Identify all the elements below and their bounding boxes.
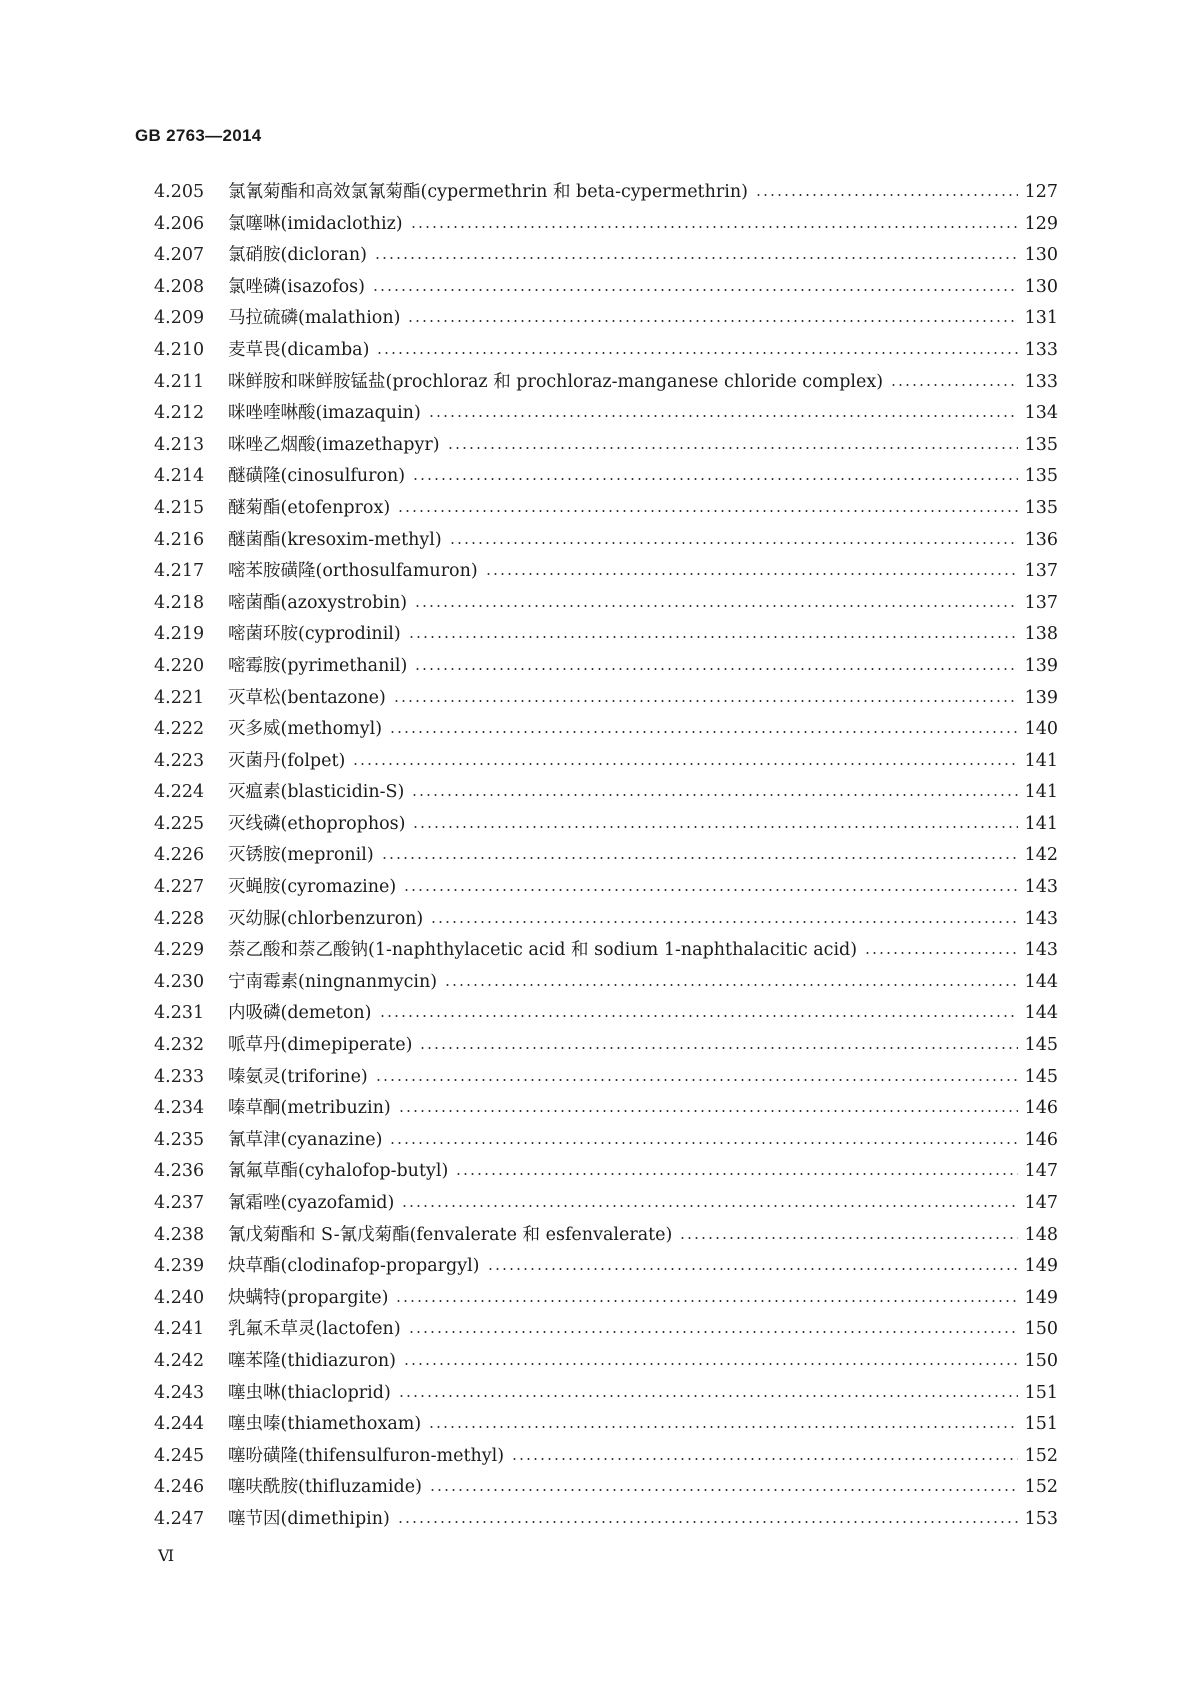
- toc-entry-title: 氯唑磷(isazofos): [228, 276, 365, 297]
- dot-leader: [511, 1445, 1018, 1461]
- toc-entry-page: 140: [1024, 719, 1058, 740]
- document-number: GB 2763—2014: [135, 126, 262, 145]
- toc-entry-title: 灭瘟素(blasticidin-S): [228, 782, 405, 803]
- dot-leader: [429, 1477, 1018, 1493]
- toc-entry-title: 嗪氨灵(triforine): [228, 1066, 368, 1087]
- toc-entry-page: 149: [1024, 1287, 1058, 1308]
- toc-entry-page: 139: [1024, 655, 1058, 676]
- toc-entry-title: 氰草津(cyanazine): [228, 1129, 383, 1150]
- toc-entry-number: 4.209: [154, 308, 205, 329]
- toc-entry-number: 4.207: [154, 245, 205, 266]
- toc-entry[interactable]: [154, 178, 1058, 210]
- toc-entry-number: 4.218: [154, 592, 205, 613]
- toc-entry-number: 4.230: [154, 971, 205, 992]
- dot-leader: [397, 1508, 1018, 1524]
- toc-entry-title: 醚菌酯(kresoxim-methyl): [228, 529, 442, 550]
- toc-entry-number: 4.231: [154, 1003, 205, 1024]
- toc-entry[interactable]: [154, 1473, 1058, 1505]
- toc-entry[interactable]: [154, 1315, 1058, 1347]
- toc-entry-page: 152: [1024, 1445, 1058, 1466]
- toc-entry[interactable]: [154, 1221, 1058, 1253]
- dot-leader: [447, 434, 1018, 450]
- toc-entry-page: 137: [1024, 561, 1058, 582]
- dot-leader: [410, 213, 1018, 229]
- toc-entry-number: 4.222: [154, 719, 205, 740]
- toc-entry[interactable]: [154, 841, 1058, 873]
- toc-entry-page: 143: [1024, 908, 1058, 929]
- toc-entry[interactable]: [154, 747, 1058, 779]
- toc-entry-number: 4.237: [154, 1193, 205, 1213]
- toc-entry-page: 145: [1024, 1066, 1058, 1087]
- toc-entry-page: 139: [1024, 687, 1058, 708]
- dot-leader: [430, 908, 1017, 924]
- toc-entry-page: 137: [1024, 592, 1058, 613]
- toc-entry[interactable]: [154, 431, 1058, 463]
- toc-entry[interactable]: [154, 684, 1058, 716]
- toc-entry-page: 143: [1024, 940, 1058, 961]
- toc-entry[interactable]: [154, 1379, 1058, 1411]
- toc-entry-page: 143: [1024, 877, 1058, 898]
- toc-entry[interactable]: [154, 241, 1058, 273]
- toc-entry-page: 135: [1024, 497, 1058, 518]
- toc-entry[interactable]: [154, 1031, 1058, 1063]
- toc-entry-page: 150: [1024, 1319, 1058, 1340]
- toc-entry[interactable]: [154, 1252, 1058, 1284]
- dot-leader: [403, 876, 1017, 892]
- toc-entry-page: 146: [1024, 1129, 1058, 1150]
- toc-entry-page: 149: [1024, 1256, 1058, 1277]
- toc-entry-page: 131: [1024, 308, 1058, 329]
- toc-entry-page: 133: [1024, 339, 1058, 360]
- toc-entry[interactable]: [154, 1157, 1058, 1189]
- toc-entry-page: 141: [1024, 813, 1058, 834]
- table-of-contents: [154, 178, 1058, 1537]
- toc-entry-page: 141: [1024, 750, 1058, 771]
- toc-entry-page: 134: [1024, 403, 1058, 424]
- toc-entry-number: 4.205: [154, 182, 205, 202]
- toc-entry-number: 4.241: [154, 1319, 205, 1340]
- toc-entry[interactable]: [154, 810, 1058, 842]
- toc-entry[interactable]: [154, 1063, 1058, 1095]
- toc-entry-number: 4.246: [154, 1477, 205, 1498]
- toc-entry-number: 4.220: [154, 655, 205, 676]
- toc-entry[interactable]: [154, 589, 1058, 621]
- toc-entry[interactable]: [154, 368, 1058, 400]
- dot-leader: [381, 845, 1018, 861]
- toc-entry-title: 氰霜唑(cyazofamid): [228, 1193, 395, 1213]
- dot-leader: [455, 1161, 1017, 1177]
- toc-entry-page: 151: [1024, 1414, 1058, 1435]
- dot-leader: [407, 308, 1017, 324]
- toc-entry-title: 哌草丹(dimepiperate): [228, 1035, 413, 1056]
- toc-entry-number: 4.208: [154, 276, 205, 297]
- toc-entry-number: 4.247: [154, 1508, 205, 1529]
- toc-entry-number: 4.240: [154, 1287, 205, 1308]
- toc-entry[interactable]: [154, 557, 1058, 589]
- toc-entry-title: 噻虫嗪(thiamethoxam): [228, 1414, 422, 1435]
- dot-leader: [414, 592, 1018, 608]
- toc-entry-number: 4.232: [154, 1035, 205, 1056]
- toc-entry-title: 咪唑喹啉酸(imazaquin): [228, 403, 421, 424]
- toc-entry-page: 130: [1024, 245, 1058, 266]
- dot-leader: [755, 181, 1018, 197]
- toc-entry-title: 嗪草酮(metribuzin): [228, 1098, 391, 1119]
- toc-entry-number: 4.210: [154, 339, 205, 360]
- toc-entry-title: 噻呋酰胺(thifluzamide): [228, 1477, 422, 1498]
- dot-leader: [419, 1034, 1017, 1050]
- toc-entry-page: 145: [1024, 1035, 1058, 1056]
- dot-leader: [412, 813, 1017, 829]
- toc-entry-title: 噻苯隆(thidiazuron): [228, 1350, 396, 1371]
- toc-entry-title: 氯噻啉(imidaclothiz): [228, 213, 403, 234]
- toc-entry-title: 噻吩磺隆(thifensulfuron-methyl): [228, 1445, 505, 1466]
- dot-leader: [376, 339, 1017, 355]
- toc-entry-title: 嘧菌环胺(cyprodinil): [228, 624, 401, 645]
- toc-entry-page: 136: [1024, 529, 1058, 550]
- toc-entry-page: 138: [1024, 624, 1058, 645]
- toc-entry-number: 4.225: [154, 813, 205, 834]
- toc-entry-number: 4.224: [154, 782, 205, 803]
- toc-entry-number: 4.234: [154, 1098, 205, 1119]
- toc-entry-page: 147: [1024, 1193, 1058, 1213]
- dot-leader: [389, 718, 1018, 734]
- dot-leader: [412, 466, 1017, 482]
- toc-entry-number: 4.212: [154, 403, 205, 424]
- toc-entry-title: 嘧菌酯(azoxystrobin): [228, 592, 408, 613]
- toc-entry[interactable]: [154, 1094, 1058, 1126]
- toc-entry-title: 氯硝胺(dicloran): [228, 245, 367, 266]
- toc-entry-title: 灭幼脲(chlorbenzuron): [228, 908, 424, 929]
- toc-entry[interactable]: [154, 210, 1058, 242]
- dot-leader: [449, 529, 1018, 545]
- toc-entry-title: 灭线磷(ethoprophos): [228, 813, 406, 834]
- toc-entry-title: 乳氟禾草灵(lactofen): [228, 1319, 401, 1340]
- dot-leader: [864, 940, 1018, 956]
- toc-entry[interactable]: [154, 494, 1058, 526]
- toc-entry-number: 4.227: [154, 877, 205, 898]
- toc-entry-page: 129: [1024, 213, 1058, 234]
- toc-entry-title: 内吸磷(demeton): [228, 1003, 372, 1024]
- toc-entry[interactable]: [154, 968, 1058, 1000]
- dot-leader: [393, 687, 1018, 703]
- dot-leader: [352, 750, 1017, 766]
- dot-leader: [403, 1350, 1018, 1366]
- toc-entry-title: 醚菊酯(etofenprox): [228, 497, 391, 518]
- toc-entry-title: 氰氟草酯(cyhalofop-butyl): [228, 1161, 449, 1182]
- toc-entry-page: 141: [1024, 782, 1058, 803]
- dot-leader: [428, 402, 1018, 418]
- dot-leader: [414, 655, 1017, 671]
- toc-entry-number: 4.215: [154, 497, 205, 518]
- toc-entry-title: 灭多威(methomyl): [228, 719, 383, 740]
- toc-entry[interactable]: [154, 778, 1058, 810]
- toc-entry-title: 灭蝇胺(cyromazine): [228, 877, 397, 898]
- dot-leader: [395, 1287, 1017, 1303]
- toc-entry[interactable]: [154, 873, 1058, 905]
- toc-entry-page: 152: [1024, 1477, 1058, 1498]
- toc-entry-number: 4.206: [154, 213, 205, 234]
- toc-entry-number: 4.221: [154, 687, 205, 708]
- dot-leader: [428, 1413, 1017, 1429]
- toc-entry-title: 氰戊菊酯和 S-氰戊菊酯(fenvalerate 和 esfenvalerate): [228, 1224, 673, 1245]
- dot-leader: [375, 1066, 1018, 1082]
- toc-entry[interactable]: [154, 304, 1058, 336]
- toc-entry-title: 宁南霉素(ningnanmycin): [228, 971, 438, 992]
- toc-entry-number: 4.223: [154, 750, 205, 771]
- toc-entry-number: 4.211: [154, 371, 205, 392]
- toc-entry-number: 4.244: [154, 1414, 205, 1435]
- toc-entry-page: 142: [1024, 845, 1058, 866]
- toc-entry-title: 咪唑乙烟酸(imazethapyr): [228, 434, 440, 455]
- toc-entry[interactable]: [154, 715, 1058, 747]
- toc-entry-title: 灭锈胺(mepronil): [228, 845, 374, 866]
- toc-entry-page: 144: [1024, 1003, 1058, 1024]
- toc-entry-title: 马拉硫磷(malathion): [228, 308, 401, 329]
- toc-entry-number: 4.242: [154, 1350, 205, 1371]
- toc-entry[interactable]: [154, 936, 1058, 968]
- toc-entry[interactable]: [154, 1189, 1058, 1221]
- dot-leader: [485, 560, 1018, 576]
- toc-entry[interactable]: [154, 273, 1058, 305]
- toc-entry[interactable]: [154, 462, 1058, 494]
- dot-leader: [408, 624, 1018, 640]
- toc-entry-number: 4.245: [154, 1445, 205, 1466]
- toc-entry-title: 嘧苯胺磺隆(orthosulfamuron): [228, 561, 478, 582]
- toc-entry-title: 醚磺隆(cinosulfuron): [228, 466, 406, 487]
- page-number: Ⅵ: [158, 1546, 175, 1565]
- toc-entry-title: 萘乙酸和萘乙酸钠(1-naphthylacetic acid 和 sodium 1-naphthalacitic acid): [228, 940, 858, 961]
- toc-entry-page: 146: [1024, 1098, 1058, 1119]
- dot-leader: [389, 1129, 1017, 1145]
- toc-entry-page: 151: [1024, 1382, 1058, 1403]
- toc-entry-number: 4.233: [154, 1066, 205, 1087]
- toc-entry-number: 4.214: [154, 466, 205, 487]
- dot-leader: [398, 1382, 1018, 1398]
- toc-entry-number: 4.216: [154, 529, 205, 550]
- toc-entry-title: 炔草酯(clodinafop-propargyl): [228, 1256, 480, 1277]
- toc-entry[interactable]: [154, 1442, 1058, 1474]
- toc-entry[interactable]: [154, 999, 1058, 1031]
- toc-entry-number: 4.226: [154, 845, 205, 866]
- toc-entry-page: 130: [1024, 276, 1058, 297]
- toc-entry-title: 嘧霉胺(pyrimethanil): [228, 655, 408, 676]
- dot-leader: [372, 276, 1018, 292]
- toc-entry[interactable]: [154, 620, 1058, 652]
- toc-entry-title: 麦草畏(dicamba): [228, 339, 370, 360]
- toc-entry[interactable]: [154, 652, 1058, 684]
- dot-leader: [408, 1319, 1018, 1335]
- toc-entry-page: 133: [1024, 371, 1058, 392]
- toc-entry[interactable]: [154, 905, 1058, 937]
- toc-entry[interactable]: [154, 1505, 1058, 1537]
- dot-leader: [397, 497, 1017, 513]
- dot-leader: [444, 971, 1017, 987]
- toc-entry-page: 135: [1024, 466, 1058, 487]
- toc-entry-number: 4.213: [154, 434, 205, 455]
- toc-entry-title: 噻节因(dimethipin): [228, 1508, 390, 1529]
- toc-entry-title: 氯氰菊酯和高效氯氰菊酯(cypermethrin 和 beta-cypermethrin): [228, 182, 748, 202]
- toc-entry-number: 4.228: [154, 908, 205, 929]
- toc-entry-page: 127: [1024, 182, 1058, 202]
- toc-entry-number: 4.238: [154, 1224, 205, 1245]
- toc-entry[interactable]: [154, 399, 1058, 431]
- toc-entry-title: 炔螨特(propargite): [228, 1287, 389, 1308]
- dot-leader: [398, 1097, 1018, 1113]
- toc-entry-number: 4.217: [154, 561, 205, 582]
- toc-entry[interactable]: [154, 336, 1058, 368]
- toc-entry-page: 148: [1024, 1224, 1058, 1245]
- toc-entry[interactable]: [154, 526, 1058, 558]
- toc-entry-number: 4.236: [154, 1161, 205, 1182]
- dot-leader: [411, 782, 1017, 798]
- toc-entry-page: 147: [1024, 1161, 1058, 1182]
- toc-entry[interactable]: [154, 1410, 1058, 1442]
- toc-entry-title: 噻虫啉(thiacloprid): [228, 1382, 391, 1403]
- toc-entry-number: 4.229: [154, 940, 205, 961]
- dot-leader: [379, 1003, 1018, 1019]
- toc-entry-number: 4.235: [154, 1129, 205, 1150]
- toc-entry-title: 灭草松(bentazone): [228, 687, 386, 708]
- dot-leader: [890, 371, 1018, 387]
- toc-entry-page: 153: [1024, 1508, 1058, 1529]
- toc-entry-title: 灭菌丹(folpet): [228, 750, 346, 771]
- dot-leader: [401, 1192, 1017, 1208]
- toc-entry[interactable]: [154, 1126, 1058, 1158]
- dot-leader: [679, 1224, 1017, 1240]
- toc-entry-number: 4.219: [154, 624, 205, 645]
- dot-leader: [487, 1255, 1018, 1271]
- toc-entry-page: 135: [1024, 434, 1058, 455]
- toc-entry[interactable]: [154, 1284, 1058, 1316]
- toc-entry-title: 咪鲜胺和咪鲜胺锰盐(prochloraz 和 prochloraz-manganese chloride complex): [228, 371, 884, 392]
- toc-entry-page: 150: [1024, 1350, 1058, 1371]
- toc-entry[interactable]: [154, 1347, 1058, 1379]
- toc-entry-number: 4.239: [154, 1256, 205, 1277]
- toc-entry-page: 144: [1024, 971, 1058, 992]
- dot-leader: [374, 244, 1018, 260]
- toc-entry-number: 4.243: [154, 1382, 205, 1403]
